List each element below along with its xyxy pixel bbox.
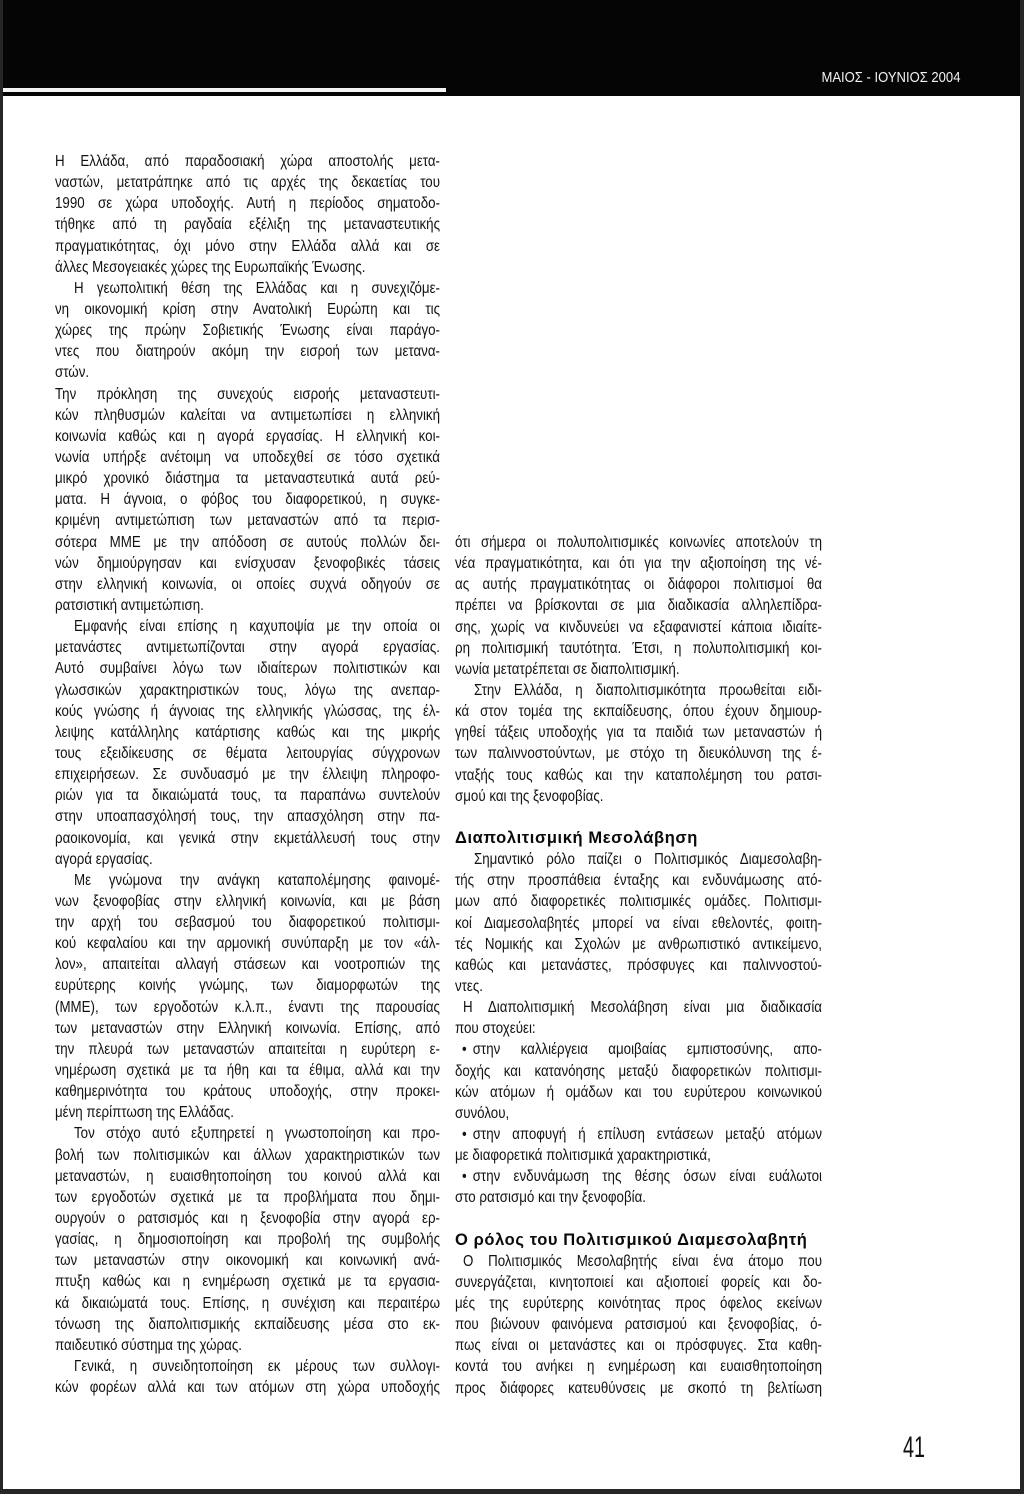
line-text: συνόλου, (455, 1104, 510, 1122)
line-text: που βιώνουν φαινόμενα ρατσισμού και ξενοφοβίας, ό- (455, 1316, 822, 1334)
line-text: 1990 σε χώρα υποδοχής. Αυτή η περίοδος σηματοδο- (55, 195, 440, 213)
text-line (55, 743, 440, 764)
text-line (55, 574, 440, 595)
line-text: καθώς και μετανάστες, πρόσφυγες και παλιννοστού- (455, 956, 822, 974)
line-text: νταξής τους καθώς και την καταπολέμηση του ρατσι- (455, 766, 822, 784)
line-text: κά δικαιώματά τους. Επίσης, η συνέχιση και περαιτέρω (55, 1294, 440, 1312)
line-text: λειψης κατάλληλης κατάρτισης καθώς και της μικρής (55, 723, 440, 741)
line-text: ότι σήμερα οι πολυπολιτισμικές κοινωνίες αποτελούν τη (455, 534, 822, 551)
bullet-item (455, 1039, 822, 1124)
text-line (455, 638, 822, 659)
line-text: κοντά του ανήκει η ενημέρωση και ευαισθητοποίηση (455, 1358, 822, 1376)
line-text: ναστών, μετατράπηκε από τις αρχές της δεκαετίας του (55, 174, 440, 192)
line-text: γηθεί τάξεις υποδοχής για τα παιδιά των μεταναστών ή (455, 724, 822, 742)
line-text: την αρχή του σεβασμού του διαφορετικού πολιτισμι- (55, 914, 440, 932)
text-line (55, 1229, 440, 1250)
text-line (455, 595, 822, 616)
line-text: νημέρωση σχετικά με τα ήθη και τα έθιμα, αλλά και την (55, 1062, 440, 1080)
line-text: νη οικονομική κρίση στην Ανατολική Ευρώπη και τις (55, 300, 440, 318)
text-line (55, 891, 440, 912)
text-line (74, 1123, 440, 1144)
line-text: συνεργάζεται, κινητοποιεί και αξιοποιεί φορείς και δο- (455, 1273, 822, 1291)
bullet-icon: • (462, 1168, 467, 1186)
text-line (455, 1187, 822, 1208)
text-line (55, 701, 440, 722)
text-line (55, 595, 440, 616)
header-rule (0, 88, 446, 92)
bullet-item (455, 1166, 822, 1208)
text-line (474, 680, 822, 701)
text-line (55, 1081, 440, 1102)
text-line (55, 1018, 440, 1039)
line-text: τους εξειδίκευσης σε θέματα λειτουργίας σύγχρονων (55, 744, 440, 762)
line-text: των παλιννοστούντων, με στόχο τη διευκόλυνση της έ- (455, 745, 822, 763)
text-line (55, 680, 440, 701)
text-line (455, 574, 822, 595)
text-line (55, 997, 440, 1018)
text-line (462, 1124, 822, 1145)
line-text: πρέπει να βρίσκονται σε μια διαδικασία αλληλεπίδρα- (455, 597, 822, 615)
text-line (55, 1335, 440, 1356)
text-line (455, 1272, 822, 1293)
line-text: ας αυτής πραγματικότητας οι διάφοροι πολιτισμοί θα (455, 576, 822, 594)
line-text: Αυτό συμβαίνει λόγω των ιδιαίτερων πολιτιστικών και (55, 660, 440, 678)
text-line (455, 532, 822, 553)
line-text: ριών για τα δικαιώματά τους, τα παραπάνω συντελούν (55, 787, 440, 805)
paragraph (55, 870, 440, 1124)
line-text: τήθηκε από τη ραγδαία εξέλιξη της μεταναστευτικής (55, 216, 440, 234)
line-text: λον», απαιτείται αλλαγή στάσεων και νοοτροπιών της (55, 956, 440, 974)
text-line (455, 870, 822, 891)
line-text: σης, χωρίς να κινδυνεύει να εξαφανιστεί κάποια ιδιαίτε- (455, 618, 822, 636)
text-line (55, 532, 440, 553)
right-column (455, 532, 822, 1399)
text-line (55, 1250, 440, 1271)
line-text: Την πρόκληση της συνεχούς εισροής μεταναστευτι- (55, 385, 440, 403)
text-line (455, 765, 822, 786)
paragraph (55, 1123, 440, 1356)
line-text: βολή των πολιτισμικών και άλλων χαρακτηριστικών των (55, 1146, 440, 1164)
text-line (55, 975, 440, 996)
text-line (55, 236, 440, 257)
text-line (455, 1103, 822, 1124)
bullet-list (455, 1039, 822, 1208)
line-text: γλωσσικών χαρακτηριστικών τους, λόγω της ανεπαρ- (55, 681, 440, 699)
paragraph (55, 278, 440, 384)
text-line (74, 616, 440, 637)
line-text: νωνία υπήρξε ανέτοιμη να υποδεχθεί σε τόσο σχετικά (55, 448, 440, 466)
line-text: ντες. (455, 977, 484, 995)
text-line (55, 785, 440, 806)
line-text: ματα. Η άγνοια, ο φόβος του διαφορετικού, η συγκε- (55, 491, 440, 509)
line-text: πραγματικότητας, όχι μόνο στην Ελλάδα αλλά και σε (55, 237, 440, 255)
line-text: ραοικονομία, και γενικά στην εκμετάλλευσή τους στην (55, 829, 440, 847)
text-line (55, 1060, 440, 1081)
text-line (455, 617, 822, 638)
text-line (55, 1208, 440, 1229)
line-text: Η γεωπολιτική θέση της Ελλάδας και η συνεχιζόμε- (74, 279, 440, 297)
text-line (455, 934, 822, 955)
line-text: στών. (55, 364, 90, 382)
text-line (474, 849, 822, 870)
line-text: πτυξη καθώς και η ενημέρωση σχετικά με τα εργασια- (55, 1273, 440, 1291)
text-line (55, 1145, 440, 1166)
text-line (55, 1293, 440, 1314)
line-text: που στοχεύει: (455, 1020, 536, 1038)
line-text: στην ενδυνάμωση της θέσης όσων είναι ευάλωτοι (472, 1168, 822, 1186)
line-text: μικρό χρονικό διάστημα τα μεταναστευτικά αυτά ρεύ- (55, 470, 440, 488)
line-text: Σημαντικό ρόλο παίζει ο Πολιτισμικός Διαμεσολαβη- (474, 851, 822, 869)
bullet-icon: • (462, 1041, 467, 1059)
text-line (55, 1039, 440, 1060)
text-line (455, 955, 822, 976)
line-text: νών δημιούργησαν και ενίσχυσαν ξενοφοβικές τάσεις (55, 554, 440, 572)
text-line (455, 743, 822, 764)
line-text: Γενικά, η συνειδητοποίηση εκ μέρους των συλλογι- (74, 1358, 440, 1376)
text-line (55, 405, 440, 426)
text-line (455, 1082, 822, 1103)
text-line (455, 786, 822, 807)
paragraph (455, 532, 822, 680)
line-text: αγορά εργασίας. (55, 850, 153, 868)
text-line (55, 320, 440, 341)
line-text: δοχής και κατανόησης μεταξύ διαφορετικών πολιτισμι- (455, 1062, 822, 1080)
text-line (55, 954, 440, 975)
line-text: σμού και της ξενοφοβίας. (455, 787, 604, 805)
text-line (463, 997, 822, 1018)
text-line (74, 278, 440, 299)
text-line (55, 1314, 440, 1335)
text-line (55, 468, 440, 489)
text-line (455, 1314, 822, 1335)
text-line (55, 384, 440, 405)
text-line (455, 1018, 822, 1039)
text-line (455, 1378, 822, 1399)
line-text: κού κεφαλαίου και την αρμονική συνύπαρξη με τον «άλ- (55, 935, 440, 953)
text-line (55, 1271, 440, 1292)
text-line (55, 151, 440, 172)
text-line (55, 447, 440, 468)
text-line (455, 1061, 822, 1082)
line-text: των εργοδοτών σχετικά με τα προβλήματα που δημι- (55, 1188, 440, 1206)
left-column (55, 151, 440, 1398)
paragraph (455, 1251, 822, 1399)
line-text: μετανάστες αντιμετωπίζονται στην αγορά εργασίας. (55, 639, 440, 657)
text-line (455, 1356, 822, 1377)
text-line (55, 489, 440, 510)
line-text: των μεταναστών στην οικονομική και κοινωνική ανά- (55, 1252, 440, 1270)
line-text: κούς γνώσης ή άγνοιας της ελληνικής γλώσσας, της έλ- (55, 702, 440, 720)
text-line (455, 659, 822, 680)
text-line (55, 341, 440, 362)
text-line (455, 913, 822, 934)
line-text: Εμφανής είναι επίσης η καχυποψία με την οποία οι (74, 618, 440, 636)
line-text: κά στον τομέα της εκπαίδευσης, όπου έχουν δημιουρ- (455, 703, 822, 721)
line-text: νωνία μετατρέπεται σε διαπολιτισμική. (455, 660, 680, 678)
line-text: Με γνώμονα την ανάγκη καταπολέμησης φαινομέ- (74, 871, 440, 889)
text-line (455, 553, 822, 574)
text-line (55, 510, 440, 531)
line-text: νέα πραγματικότητα, και ότι για την αξιοποίηση της νέ- (455, 555, 822, 573)
line-text: κών ατόμων ή ομάδων και του ευρύτερου κοινωνικού (455, 1083, 822, 1101)
line-text: Ο Πολιτισμικός Μεσολαβητής είναι ένα άτομο που (463, 1252, 822, 1270)
paragraph (55, 616, 440, 870)
line-text: στην καλλιέργεια αμοιβαίας εμπιστοσύνης, απο- (472, 1041, 822, 1059)
line-text: την πλευρά των μεταναστών απαιτείται η ευρύτερη ε- (55, 1040, 440, 1058)
text-line (455, 701, 822, 722)
section-heading: Διαπολιτισμική Μεσολάβηση (455, 828, 698, 847)
text-line (55, 193, 440, 214)
text-line (55, 1187, 440, 1208)
line-text: ντες που διατηρούν ακόμη την εισροή των μετανα- (55, 343, 440, 361)
line-text: επιχειρήσεων. Σε συνδυασμό με την έλλειψη πληροφο- (55, 766, 440, 784)
text-line (462, 1039, 822, 1060)
line-text: ρατσιστική αντιμετώπιση. (55, 596, 204, 614)
text-line (55, 1166, 440, 1187)
paragraph (55, 1356, 440, 1398)
spacer (455, 1209, 822, 1230)
text-line (55, 828, 440, 849)
text-line (55, 1377, 440, 1398)
text-line (455, 891, 822, 912)
paragraph (455, 849, 822, 997)
section-heading: Ο ρόλος του Πολιτισμικού Διαμεσολαβητή (455, 1230, 808, 1249)
line-text: Η Ελλάδα, από παραδοσιακή χώρα αποστολής μετα- (55, 153, 440, 170)
line-text: σότερα ΜΜΕ με την απόδοση σε αυτούς πολλών δει- (55, 533, 440, 551)
line-text: (ΜΜΕ), των εργοδοτών κ.λ.π., έναντι της παρουσίας (55, 998, 440, 1016)
text-line (462, 1166, 822, 1187)
line-text: τόνωση της διαπολιτισμικής εκπαίδευσης μέσα στο εκ- (55, 1315, 440, 1333)
line-text: κών πληθυσμών καλείται να αντιμετωπίσει η ελληνική (55, 406, 440, 424)
line-text: Στην Ελλάδα, η διαπολιτισμικότητα προωθείται ειδι- (474, 681, 822, 699)
text-line (455, 976, 822, 997)
line-text: παιδευτικό σύστημα της χώρας. (55, 1336, 242, 1354)
text-line (55, 806, 440, 827)
spacer (455, 807, 822, 828)
paragraph (55, 151, 440, 278)
line-text: μένη περίπτωση της Ελλάδας. (55, 1104, 234, 1122)
text-line (463, 1251, 822, 1272)
text-line (55, 764, 440, 785)
bullet-icon: • (462, 1125, 467, 1143)
line-text: προς διάφορες κατευθύνσεις με σκοπό τη βελτίωση (455, 1379, 822, 1397)
paragraph (455, 680, 822, 807)
line-text: νων ξενοφοβίας στην ελληνική κοινωνία, και με βάση (55, 892, 440, 910)
text-line (55, 912, 440, 933)
page-number: 41 (903, 1431, 926, 1464)
line-text: κοινωνία καθώς και η αγορά εργασίας. Η ελληνική κοι- (55, 427, 440, 445)
text-line (55, 362, 440, 383)
line-text: γασίας, η δημοσιοποίηση και προβολή της συμβολής (55, 1231, 440, 1249)
line-text: μές της ευρύτερης κοινότητας προς όφελος εκείνων (455, 1295, 822, 1313)
text-line (455, 722, 822, 743)
text-line (74, 1356, 440, 1377)
line-text: στην ελληνική κοινωνία, οι οποίες συχνά οδηγούν σε (55, 575, 440, 593)
paragraph (455, 997, 822, 1039)
paragraph (55, 384, 440, 617)
line-text: στην υποαπασχόλησή τους, την απασχόληση στην πα- (55, 808, 440, 826)
line-text: χώρες της πρώην Σοβιετικής Ένωσης είναι παράγο- (55, 322, 440, 340)
text-line (55, 1102, 440, 1123)
line-text: κοί Διαμεσολαβητές μπορεί να είναι εθελοντές, φοιτη- (455, 914, 822, 932)
text-line (55, 722, 440, 743)
line-text: των μεταναστών στην Ελληνική κοινωνία. Επίσης, από (55, 1019, 440, 1037)
line-text: στην αποφυγή ή επίλυση εντάσεων μεταξύ ατόμων (472, 1125, 822, 1143)
line-text: καθημερινότητα του κράτους υποδοχής, στην προκει- (55, 1083, 440, 1101)
line-text: με διαφορετικά πολιτισμικά χαρακτηριστικά, (455, 1147, 711, 1165)
line-text: κών φορέων αλλά και των ατόμων στη χώρα υποδοχής (55, 1379, 440, 1397)
line-text: άλλες Μεσογειακές χώρες της Ευρωπαϊκής Ένωσης. (55, 258, 366, 276)
text-line (55, 214, 440, 235)
line-text: Η Διαπολιτισμική Μεσολάβηση είναι μια διαδικασία (463, 999, 822, 1017)
line-text: κριμένη αντιμετώπιση των μεταναστών από τα περισ- (55, 512, 440, 530)
text-line (455, 1335, 822, 1356)
text-line (55, 637, 440, 658)
text-line (55, 257, 440, 278)
line-text: μων από διαφορετικές πολιτισμικές ομάδες. Πολιτισμι- (455, 893, 822, 911)
text-line (455, 1145, 822, 1166)
text-line (55, 299, 440, 320)
line-text: τές Νομικής και Σχολών με ανθρωπιστικό αντικείμενο, (455, 935, 822, 953)
line-text: τής στην προσπάθεια ένταξης και ενδυνάμωσης ατό- (455, 872, 822, 890)
line-text: στο ρατσισμό και την ξενοφοβία. (455, 1189, 647, 1207)
text-line (74, 870, 440, 891)
line-text: Τον στόχο αυτό εξυπηρετεί η γνωστοποίηση και προ- (74, 1125, 440, 1143)
line-text: ουργούν ο ρατσισμός και η ξενοφοβία στην αγορά ερ- (55, 1210, 440, 1228)
line-text: πως είναι οι μετανάστες και οι πρόσφυγες. Στα καθη- (455, 1337, 822, 1355)
line-text: ρη πολιτισμική ταυτότητα. Έτσι, η πολυπολιτισμική κοι- (455, 639, 822, 657)
text-line (455, 1293, 822, 1314)
text-line (55, 553, 440, 574)
line-text: ευρύτερης κοινής γνώμης, των διαμορφωτών της (55, 977, 440, 995)
text-line (55, 933, 440, 954)
text-line (55, 658, 440, 679)
text-line (55, 849, 440, 870)
text-line (55, 172, 440, 193)
text-line (55, 426, 440, 447)
line-text: μεταναστών, η ευαισθητοποίηση του κοινού αλλά και (55, 1167, 440, 1185)
bullet-item (455, 1124, 822, 1166)
issue-date: ΜΑΙΟΣ - ΙΟΥΝΙΟΣ 2004 (820, 70, 960, 86)
